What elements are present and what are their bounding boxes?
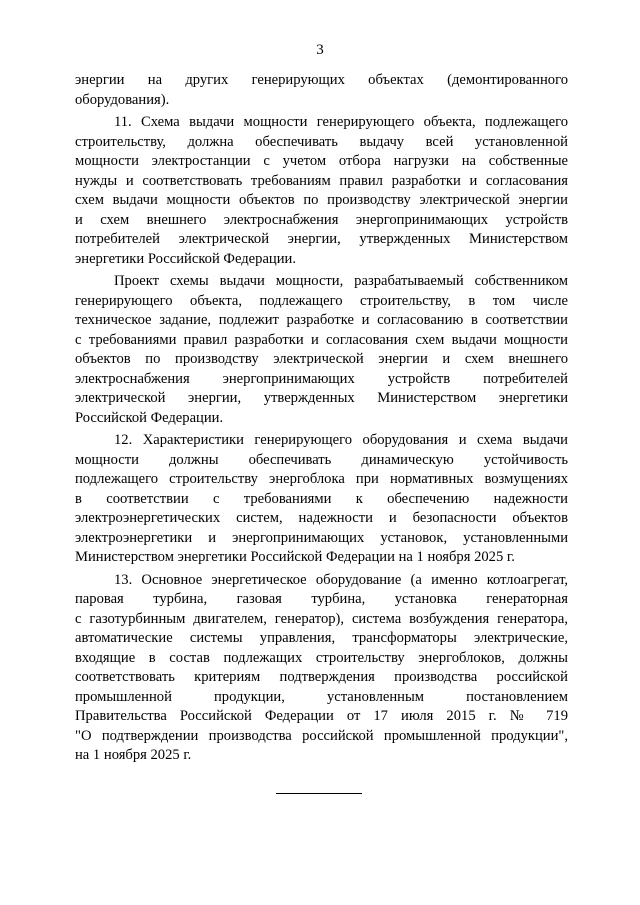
paragraph-11 [75,113,568,269]
text-line: Проект схемы выдачи мощности, разрабатываемый собственником [114,273,568,289]
paragraph-13 [75,571,568,766]
text-line: в соответствии с требованиями к обеспечению надежности [75,490,568,507]
text-line: электрической энергии, утвержденных Министерством энергетики [75,390,568,406]
text-line: с газотурбинным двигателем, генератор), система возбуждения генератора, [75,610,568,627]
text-line: "О подтверждении производства российской промышленной продукции", [75,727,568,744]
text-line: подлежащего строительству энергоблока при нормативных возмущениях [75,471,568,487]
text-line: техническое задание, подлежит разработке и согласованию в соответствии [75,312,568,328]
text-line: соответствовать критериям подтверждения производства российской [75,669,568,685]
text-line: оборудования). [75,91,170,108]
paragraph-12 [75,431,568,568]
paragraph-project [75,272,568,428]
text-line: автоматические системы управления, трансформаторы электрические, [75,630,568,646]
text-line: объектов по производству электрической энергии и схем внешнего [75,351,568,367]
text-line: мощности должны обеспечивать динамическую устойчивость [75,451,568,468]
text-line: Министерством энергетики Российской Федерации на 1 ноября 2025 г. [75,549,515,565]
text-line: генерирующего объекта, подлежащего строительству, в том числе [75,292,568,309]
text-line: электроснабжения энергопринимающих устройств потребителей [75,370,568,387]
text-line: входящие в состав подлежащих строительству энергоблоков, должны [75,649,568,666]
text-line: строительству, должна обеспечивать выдачу всей установленной [75,133,568,150]
text-line: нужды и соответствовать требованиям правил разработки и согласования [75,172,568,189]
text-line: паровая турбина, газовая турбина, установка генераторная [75,591,568,607]
text-line: электроэнергетических систем, надежности и безопасности объектов [75,510,568,526]
document-body [75,71,568,766]
end-of-text-rule [276,793,362,794]
text-line: электроэнергетики и энергопринимающих установок, установленными [75,529,568,546]
text-line: мощности электростанции с учетом отбора нагрузки на собственные [75,153,568,169]
text-line: 13. Основное энергетическое оборудование (а именно котлоагрегат, [114,571,568,588]
page-number: 3 [316,42,324,58]
text-line: и схем внешнего электроснабжения энергопринимающих устройств [75,211,568,228]
paragraph-continuation [75,71,568,110]
text-line: энергии на других генерирующих объектах (демонтированного [75,72,568,88]
text-line: схем выдачи мощности объектов по производству электрической энергии [75,192,568,208]
text-line: с требованиями правил разработки и согласования схем выдачи мощности [75,331,568,348]
text-line: промышленной продукции, установленным постановлением [75,688,568,705]
text-line: на 1 ноября 2025 г. [75,747,192,763]
text-line: 11. Схема выдачи мощности генерирующего объекта, подлежащего [114,114,568,130]
text-line: Российской Федерации. [75,409,224,426]
text-line: потребителей электрической энергии, утвержденных Министерством [75,231,568,247]
text-line: Правительства Российской Федерации от 17 июля 2015 г. № 719 [75,708,568,724]
text-line: энергетики Российской Федерации. [75,250,296,267]
text-line: 12. Характеристики генерирующего оборудования и схема выдачи [114,432,568,448]
